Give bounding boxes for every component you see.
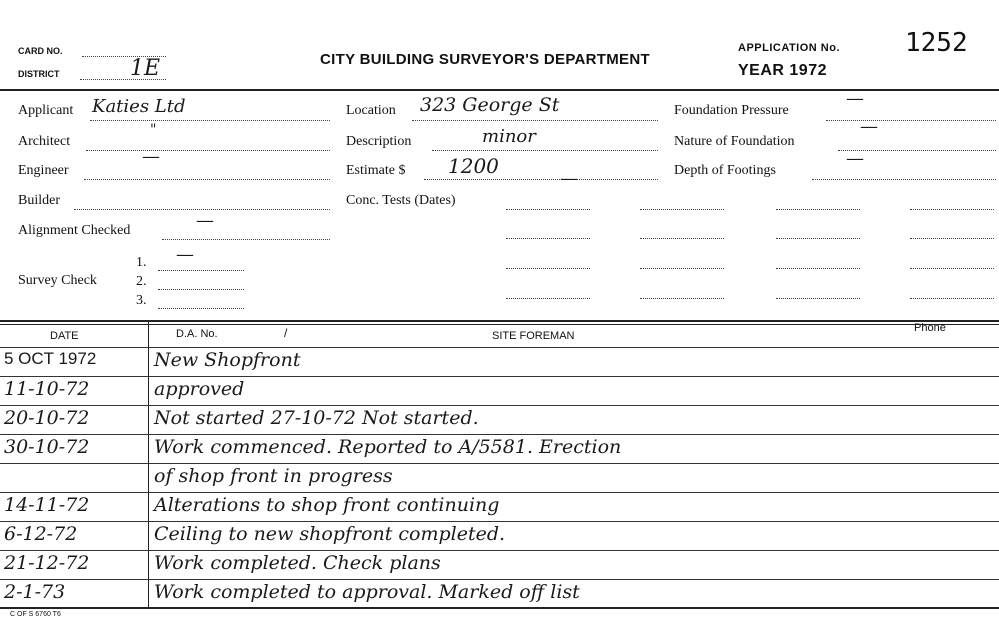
conc-line-1-4 [910, 209, 994, 210]
conc-line-4-3 [776, 298, 860, 299]
conc-line-1-1 [506, 209, 590, 210]
location-value: 323 George St [420, 94, 560, 116]
district-value: 1E [130, 56, 161, 81]
conc-line-3-4 [910, 268, 994, 269]
entry-text: Work commenced. Reported to A/5581. Erection [154, 436, 622, 458]
application-label: APPLICATION No. [738, 42, 841, 54]
survey-1-value: — [176, 244, 194, 265]
row-divider [0, 521, 999, 522]
conc-line-4-2 [640, 298, 724, 299]
survey-2-label: 2. [136, 274, 147, 289]
builder-label: Builder [18, 193, 60, 208]
engineer-label: Engineer [18, 163, 69, 178]
depth-value: — [846, 148, 864, 169]
architect-label: Architect [18, 134, 71, 149]
row-divider [0, 579, 999, 580]
department-title: CITY BUILDING SURVEYOR'S DEPARTMENT [320, 51, 650, 68]
survey-1-line [158, 270, 244, 271]
nature-label: Nature of Foundation [674, 134, 795, 149]
entry-date: 2-1-73 [4, 581, 66, 603]
row-divider [0, 434, 999, 435]
row-divider [0, 376, 999, 377]
entry-text: Work completed. Check plans [154, 552, 441, 574]
estimate-label: Estimate $ [346, 163, 406, 178]
applicant-line [90, 120, 330, 121]
conc-line-3-3 [776, 268, 860, 269]
engineer-line [84, 179, 330, 180]
depth-label: Depth of Footings [674, 163, 776, 178]
nature-value: — [860, 116, 878, 137]
entry-text: New Shopfront [154, 349, 301, 371]
estimate-line [424, 179, 658, 180]
district-label: DISTRICT [18, 69, 60, 79]
depth-line [812, 179, 996, 180]
estimate-value: 1200 [448, 154, 499, 178]
phone-header: Phone [914, 322, 946, 334]
architect-line [86, 150, 330, 151]
alignment-label: Alignment Checked [18, 223, 131, 238]
description-line [432, 150, 658, 151]
survey-2-line [158, 289, 244, 290]
entry-date: 20-10-72 [4, 407, 90, 429]
survey-1-label: 1. [136, 255, 147, 270]
da-column-header: D.A. No. [176, 328, 218, 340]
conc-tests-label: Conc. Tests (Dates) [346, 193, 456, 208]
engineer-value: — [142, 146, 160, 167]
conc-line-1-3 [776, 209, 860, 210]
location-line [412, 120, 658, 121]
architect-value: " [150, 122, 157, 138]
entry-text: Work completed to approval. Marked off list [154, 581, 580, 603]
table-bottom-border [0, 607, 999, 609]
conc-line-2-2 [640, 238, 724, 239]
date-column-header: DATE [50, 330, 79, 342]
row-divider [0, 405, 999, 406]
entry-date: 30-10-72 [4, 436, 90, 458]
alignment-value: — [196, 210, 214, 231]
entry-date: 11-10-72 [4, 378, 90, 400]
location-label: Location [346, 103, 396, 118]
alignment-line [162, 239, 330, 240]
conc-line-2-1 [506, 238, 590, 239]
applicant-value: Katies Ltd [92, 96, 186, 117]
survey-label: Survey Check [18, 273, 97, 288]
entry-text: of shop front in progress [154, 465, 393, 487]
entry-date: 21-12-72 [4, 552, 90, 574]
entry-date: 6-12-72 [4, 523, 78, 545]
year-label: YEAR 1972 [738, 62, 827, 79]
entry-text: Not started 27-10-72 Not started. [154, 407, 479, 429]
date-column-divider [148, 322, 149, 608]
header-row-divider [0, 347, 999, 348]
conc-line-3-2 [640, 268, 724, 269]
foundation-pressure-label: Foundation Pressure [674, 103, 789, 118]
entry-text: approved [154, 378, 245, 400]
conc-line-2-3 [776, 238, 860, 239]
conc-line-3-1 [506, 268, 590, 269]
conc-line-4-1 [506, 298, 590, 299]
survey-3-label: 3. [136, 293, 147, 308]
foundation-pressure-value: — [846, 88, 864, 109]
card-no-label: CARD NO. [18, 46, 63, 56]
conc-tests-value: — [560, 168, 578, 189]
table-top-border [0, 320, 999, 322]
conc-line-2-4 [910, 238, 994, 239]
conc-line-1-2 [640, 209, 724, 210]
table-top-border-inner [0, 324, 999, 325]
description-value: minor [482, 126, 536, 147]
application-number: 1252 [905, 28, 968, 58]
entry-date: 5 OCT 1972 [4, 349, 97, 368]
foundation-pressure-line [826, 120, 996, 121]
applicant-label: Applicant [18, 103, 74, 118]
entry-text: Alterations to shop front continuing [154, 494, 500, 516]
row-divider [0, 550, 999, 551]
survey-3-line [158, 308, 244, 309]
site-foreman-header: SITE FOREMAN [492, 330, 575, 342]
form-code: C OF S 6760 T6 [10, 611, 61, 618]
entry-text: Ceiling to new shopfront completed. [154, 523, 506, 545]
entry-date: 14-11-72 [4, 494, 90, 516]
row-divider [0, 463, 999, 464]
da-slash: / [284, 326, 288, 340]
row-divider [0, 492, 999, 493]
conc-line-4-4 [910, 298, 994, 299]
description-label: Description [346, 134, 412, 149]
